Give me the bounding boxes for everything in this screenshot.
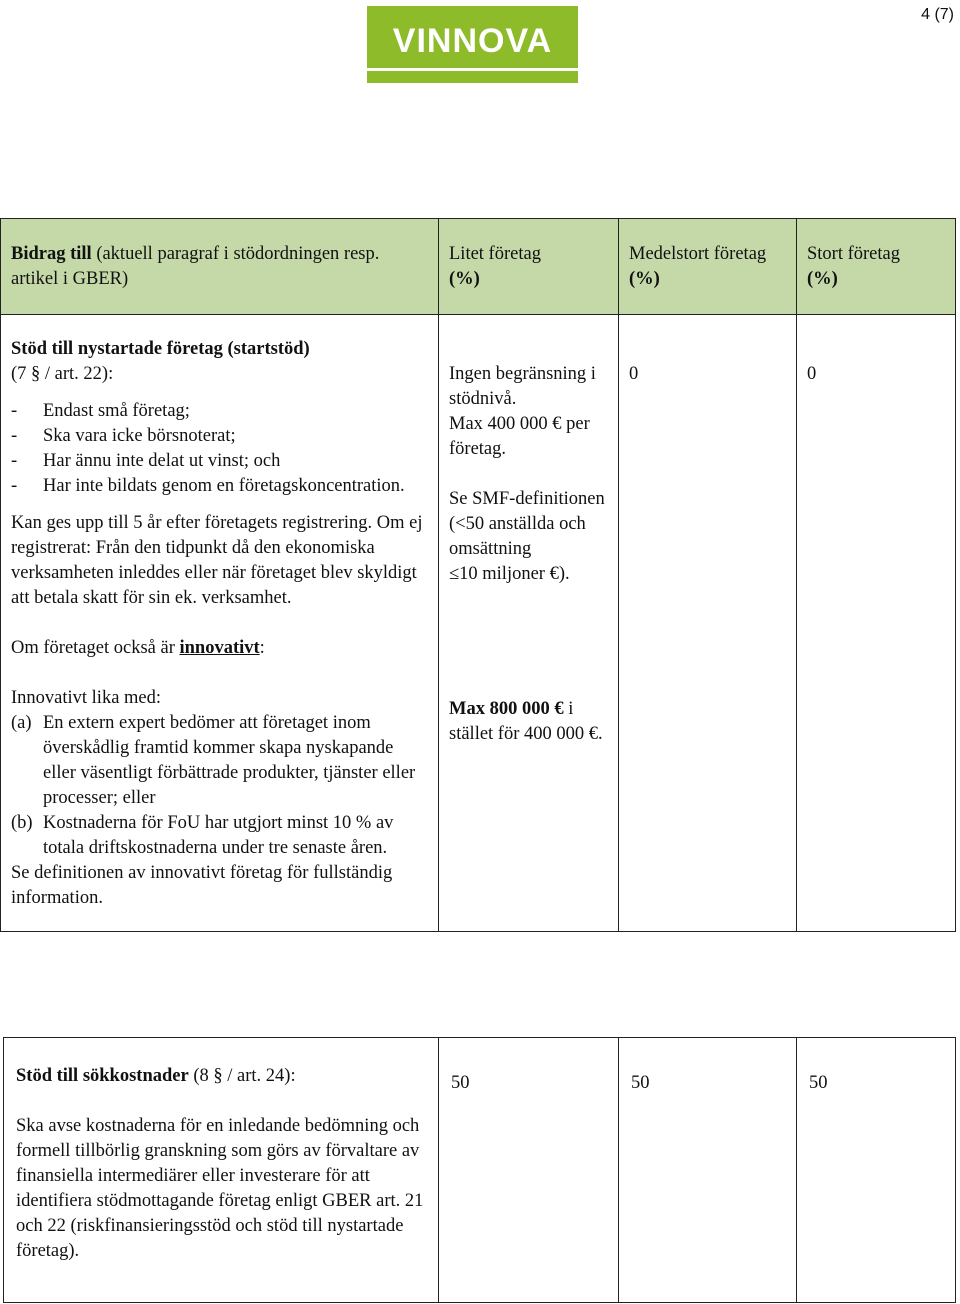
startstod-note: Kan ges upp till 5 år efter företagets registrering. Om ej registrerat: Från den tidpunkt då den ekonomiska verksamheten inleddes eller när företaget blev skyldigt att betala skatt för sin ek. verksamhet. [11,513,423,608]
sokkostnader-large-value [797,1038,956,1303]
item-label: (b) [11,813,33,833]
header-medium-pct: (%) [629,268,660,289]
header-contribution [1,219,439,315]
sokkostnader-small-value [439,1038,619,1303]
item-text: En extern expert bedömer att företaget inom överskådlig framtid kommer skapa nyskapande eller väsentligt förbättrade produkter, tjänster eller processer; eller [43,713,416,808]
startstod-ref: (7 § / art. 22): [11,364,114,384]
table-header-row [1,219,956,315]
header-large-pct: (%) [807,268,838,289]
logo-text: VINNOVA [392,22,553,60]
small-no-limit: Ingen begränsning i stödnivå. [449,364,596,409]
header-small-label: Litet företag [449,243,541,264]
header-medium-company [619,219,797,315]
list-item: - Har inte bildats genom en företagskoncentration. [11,474,428,499]
item-text: Kostnaderna för FoU har utgjort minst 10 % av totala driftskostnaderna under tre senaste åren. [43,813,394,858]
table-row-startstod [1,315,956,932]
header-small-pct: (%) [449,268,480,289]
header-large-company [797,219,956,315]
item-label: (a) [11,713,32,733]
innovativ-colon: : [259,638,265,658]
small-smf-turnover: ≤10 miljoner €). [449,564,570,584]
startstod-title: Stöd till nystartade företag (startstöd) [11,339,310,359]
vinnova-logo [367,6,578,83]
header-contribution-bold: Bidrag till [11,243,92,264]
small-max: Max 400 000 € per företag. [449,414,590,459]
sokkostnader-ref: (8 § / art. 24): [188,1066,296,1086]
innovativ-term: innovativt [179,638,260,658]
innovativ-max: Max 800 000 € [449,699,564,719]
medium-value: 0 [629,364,639,384]
startstod-criteria-list [11,399,428,499]
list-item [11,711,428,811]
small-value: 50 [451,1073,470,1093]
header-large-label: Stort företag [807,243,900,264]
logo-underline [367,68,578,71]
page-number: 4 (7) [921,6,954,23]
list-item: - Endast små företag; [11,399,428,424]
innovativ-instead: i stället för 400 000 €. [449,699,603,744]
startstod-description [1,315,439,932]
sokkostnader-title: Stöd till sökkostnader [16,1066,189,1086]
table-row-sokkostnader [4,1038,956,1303]
innovativ-see-definition: Se definitionen av innovativt företag för fullständig information. [11,863,393,908]
startstod-medium-value [619,315,797,932]
header-contribution-rest: (aktuell paragraf i stödordningen resp. artikel i GBER) [11,243,380,289]
sokkostnader-desc: Ska avse kostnaderna för en inledande bedömning och formell tillbörlig granskning som görs av förvaltare av finansiella intermediärer eller investerare för att identifiera stödmottagande företag enligt GBER art. 21 och 22 (riskfinansieringsstöd och stöd till nystartade företag). [16,1116,424,1261]
startstod-large-value [797,315,956,932]
innovativ-criteria-list [11,711,428,861]
innovativ-lika: Innovativt lika med: [11,688,162,708]
startstod-small-value [439,315,619,932]
large-value: 0 [807,364,817,384]
large-value: 50 [809,1073,828,1093]
header-medium-label: Medelstort företag [629,243,767,264]
list-item [11,811,428,861]
list-item: - Ska vara icke börsnoterat; [11,424,428,449]
small-smf-def: Se SMF-definitionen (<50 anställda och omsättning [449,489,605,559]
innovativ-intro: Om företaget också är [11,638,180,658]
support-table [0,218,956,932]
sokkostnader-medium-value [619,1038,797,1303]
list-item: - Har ännu inte delat ut vinst; och [11,449,428,474]
header-small-company [439,219,619,315]
sokkostnader-description [4,1038,439,1303]
sokkostnader-table [3,1037,956,1303]
medium-value: 50 [631,1073,650,1093]
